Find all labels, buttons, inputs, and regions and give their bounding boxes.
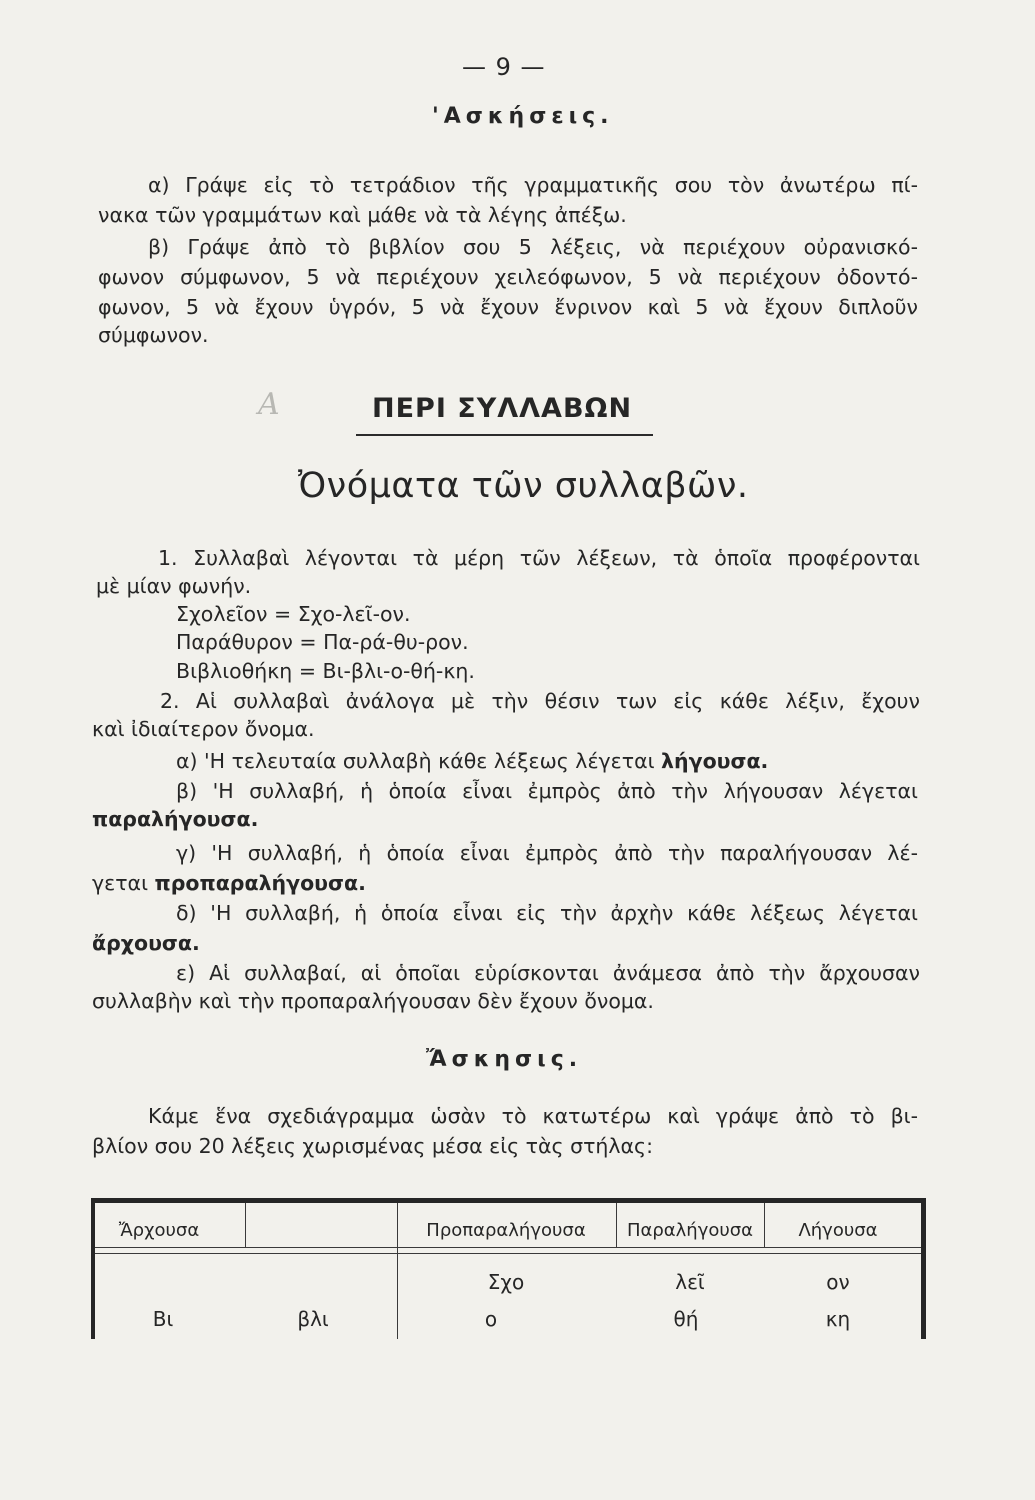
pencil-mark: A bbox=[258, 387, 280, 422]
exercise-text-line-1: Κάμε ἕνα σχεδιάγραμμα ὡσὰν τὸ κατωτέρω καὶ γράψε ἀπὸ τὸ βι- bbox=[148, 1104, 918, 1128]
rule-1-line-2: μὲ μίαν φωνήν. bbox=[96, 574, 252, 598]
table-row-2-paralegousa: θή bbox=[673, 1307, 699, 1331]
item-b-line-1: β) 'Η συλλαβή, ἡ ὁποία εἶναι ἐμπρὸς ἀπὸ τὴν λήγουσαν λέγεται bbox=[176, 779, 918, 803]
example-1: Σχολεῖον = Σχο-λεῖ-ον. bbox=[176, 602, 411, 626]
rule-2-line-1: 2. Αἱ συλλαβαὶ ἀνάλογα μὲ τὴν θέσιν των εἰς κάθε λέξιν, ἔχουν bbox=[160, 689, 920, 713]
column-rule-3 bbox=[616, 1203, 617, 1247]
syllable-table bbox=[91, 1198, 926, 1339]
table-row-2-legousa: κη bbox=[825, 1307, 851, 1331]
item-d-term: ἄρχουσα. bbox=[92, 931, 200, 955]
table-header-paralegousa: Παραλήγουσα bbox=[626, 1220, 754, 1241]
item-a bbox=[176, 751, 768, 772]
exercise-b-line-2: φωνον σύμφωνον, 5 νὰ περιέχουν χειλεόφωνον, 5 νὰ περιέχουν ὀδοντό- bbox=[98, 265, 918, 289]
exercise-b-line-3: φωνον, 5 νὰ ἔχουν ὑγρόν, 5 νὰ ἔχουν ἔνρινον καὶ 5 νὰ ἔχουν διπλοῦν bbox=[98, 295, 918, 319]
exercise-b-line-1: β) Γράψε ἀπὸ τὸ βιβλίον σου 5 λέξεις, νὰ περιέχουν οὐρανισκό- bbox=[148, 235, 918, 259]
table-header-legousa: Λήγουσα bbox=[798, 1220, 878, 1241]
exercise-b-line-4: σύμφωνον. bbox=[98, 323, 209, 347]
column-rule-1 bbox=[245, 1203, 246, 1247]
section-title-underline bbox=[356, 434, 653, 436]
item-e-line-2: συλλαβὴν καὶ τὴν προπαραλήγουσαν δὲν ἔχουν ὄνομα. bbox=[92, 989, 654, 1013]
example-3: Βιβλιοθήκη = Βι-βλι-ο-θή-κη. bbox=[176, 659, 475, 683]
table-header-proparalegousa: Προπαραλήγουσα bbox=[426, 1220, 586, 1241]
table-row-2-archousa: Βι bbox=[152, 1307, 174, 1331]
item-b-term: παραλήγουσα. bbox=[92, 807, 259, 831]
exercise-text-line-2: βλίον σου 20 λέξεις χωρισμένας μέσα εἰς τὰς στήλας: bbox=[92, 1134, 653, 1158]
section-title: ΠΕΡΙ ΣΥΛΛΑΒΩΝ bbox=[372, 393, 633, 424]
item-c-line-2 bbox=[92, 873, 366, 894]
exercise-heading: Ἄσκησις. bbox=[426, 1047, 583, 1072]
rule-2-line-2: καὶ ἰδιαίτερον ὄνομα. bbox=[92, 717, 315, 741]
item-d-line-1: δ) 'Η συλλαβή, ἡ ὁποία εἶναι εἰς τὴν ἀρχὴν κάθε λέξεως λέγεται bbox=[176, 901, 918, 925]
item-c-text: γεται bbox=[92, 871, 155, 895]
column-rule-4 bbox=[764, 1203, 765, 1247]
item-e-line-1: ε) Αἱ συλλαβαί, αἱ ὁποῖαι εὑρίσκονται ἀνάμεσα ἀπὸ τὴν ἄρχουσαν bbox=[176, 961, 920, 985]
item-a-term: λήγουσα. bbox=[661, 749, 769, 773]
header-row-rule-2 bbox=[95, 1253, 921, 1254]
item-c-line-1: γ) 'Η συλλαβή, ἡ ὁποία εἶναι ἐμπρὸς ἀπὸ τὴν παραλήγουσαν λέ- bbox=[176, 841, 918, 865]
exercises-heading: 'Ασκήσεις. bbox=[432, 104, 614, 129]
table-row-1-legousa: ον bbox=[826, 1270, 850, 1294]
table-row-2-col2: βλι bbox=[297, 1307, 329, 1331]
table-header-archousa: Ἄρχουσα bbox=[118, 1220, 200, 1241]
table-row-2-proparalegousa: ο bbox=[484, 1307, 498, 1331]
table-row-1-paralegousa: λεῖ bbox=[675, 1270, 705, 1294]
rule-1-line-1: 1. Συλλαβαὶ λέγονται τὰ μέρη τῶν λέξεων, τὰ ὁποῖα προφέρονται bbox=[158, 546, 920, 570]
item-a-text: α) 'Η τελευταία συλλαβὴ κάθε λέξεως λέγεται bbox=[176, 749, 662, 773]
item-c-term: προπαραλήγουσα. bbox=[154, 871, 366, 895]
header-row-rule bbox=[95, 1247, 921, 1248]
column-rule-2 bbox=[397, 1203, 398, 1339]
page-number: — 9 — bbox=[462, 53, 546, 81]
table-row-1-proparalegousa: Σχο bbox=[487, 1270, 525, 1294]
section-subtitle: Ὀνόματα τῶν συλλαβῶν. bbox=[298, 466, 749, 506]
example-2: Παράθυρον = Πα-ρά-θυ-ρον. bbox=[176, 630, 469, 654]
exercise-a-line-1: α) Γράψε εἰς τὸ τετράδιον τῆς γραμματικῆς σου τὸν ἀνωτέρω πί- bbox=[148, 173, 918, 197]
exercise-a-line-2: νακα τῶν γραμμάτων καὶ μάθε νὰ τὰ λέγης ἀπέξω. bbox=[98, 203, 627, 227]
